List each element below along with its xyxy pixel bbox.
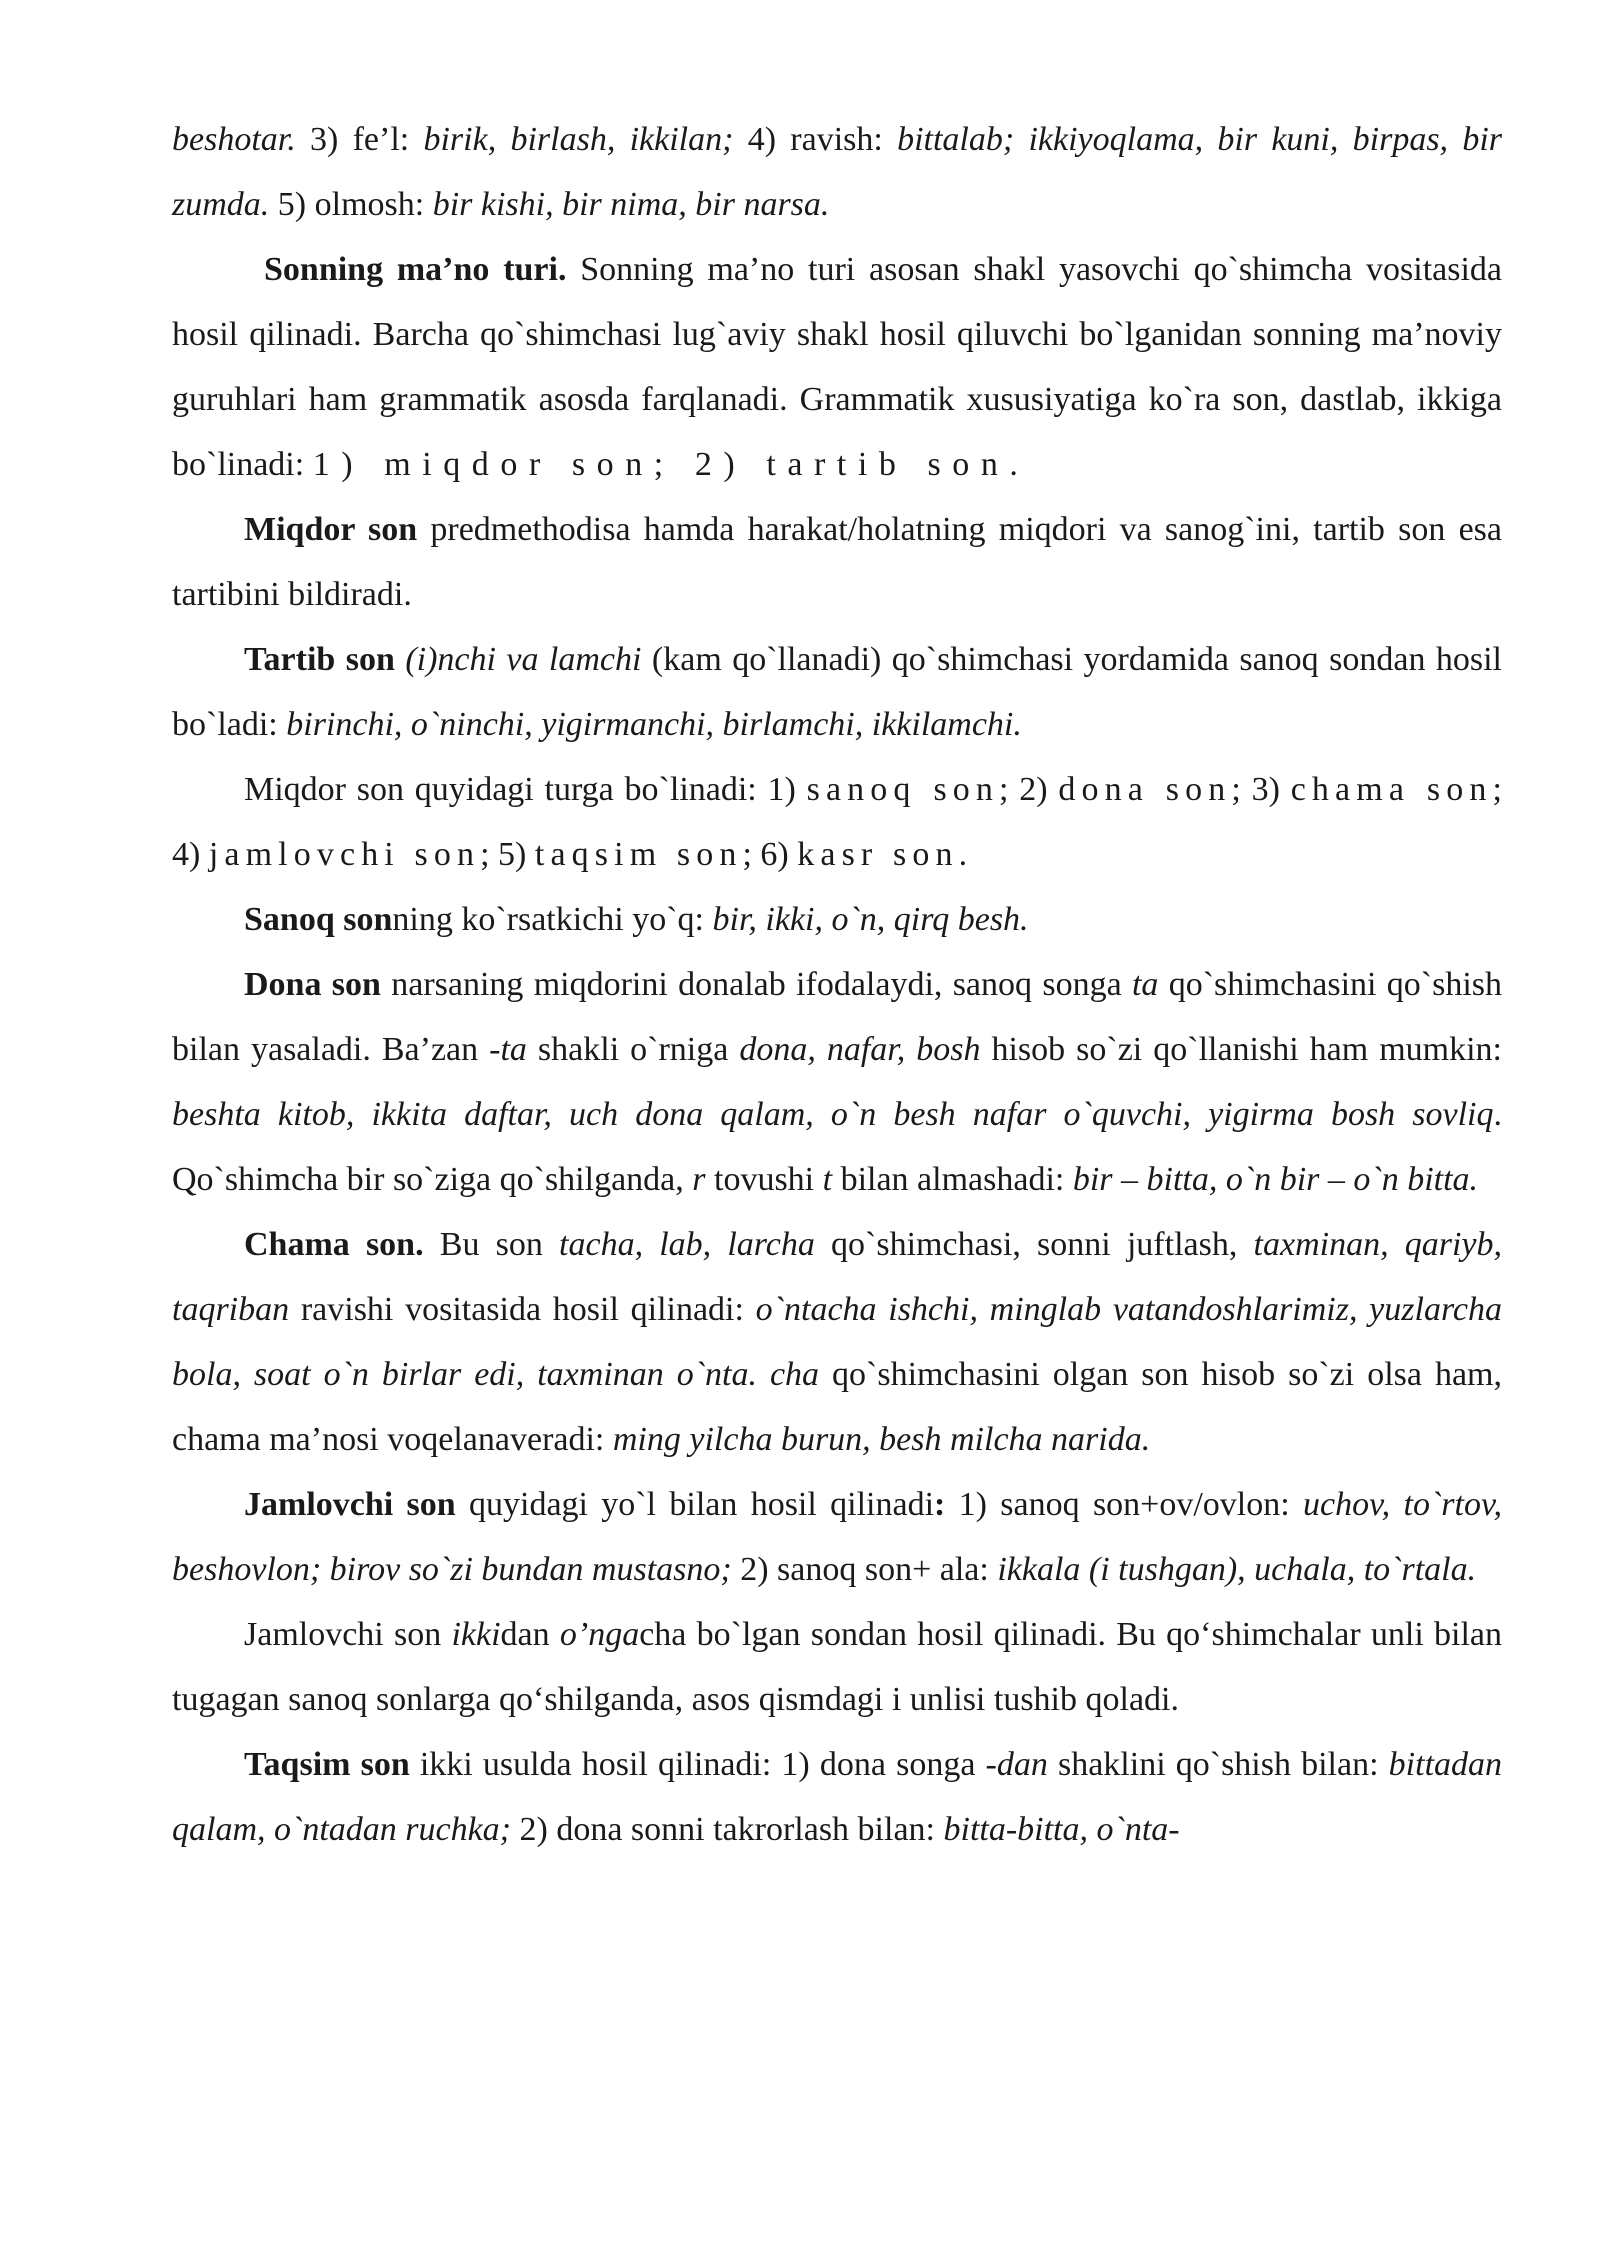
example-text: birinchi, o`ninchi, yigirmanchi, birlamchi, ikkilamchi. [286, 706, 1022, 743]
body-text: quyidagi yo`l bilan hosil qilinadi [455, 1486, 935, 1523]
example-text: bittalab; ikkiyoqlama, bir kuni, birpas, bir zumda. [172, 121, 1502, 223]
body-text: ikki usulda hosil qilinadi: 1) dona songa [409, 1746, 986, 1783]
example-text: ikki [451, 1616, 501, 1653]
paragraph-dona-son [172, 952, 1502, 1212]
body-text: qo`shimchasi, sonni juftlash, [814, 1226, 1254, 1263]
paragraph-word-classes [172, 107, 1502, 237]
body-text: ; 2) [999, 771, 1059, 808]
term-heading: Dona son [244, 966, 381, 1003]
term-heading: Tartib son [244, 641, 395, 678]
term-heading: Jamlovchi son [244, 1486, 456, 1523]
body-text: 1) sanoq son+ov/ovlon: [945, 1486, 1304, 1523]
example-text: t [822, 1161, 833, 1198]
paragraph-miqdor-types [172, 757, 1502, 887]
example-text: tacha, lab, larcha [559, 1226, 815, 1263]
body-text: Bu son [423, 1226, 560, 1263]
example-text: -ta [489, 1031, 527, 1068]
term-heading: Sanoq son [244, 901, 393, 938]
paragraph-jamlovchi-son [172, 1472, 1502, 1602]
example-text: bir, ikki, o`n, qirq besh. [712, 901, 1029, 938]
body-text: tovushi [705, 1161, 823, 1198]
term-heading: Miqdor son [244, 511, 418, 548]
example-text: o’nga [559, 1616, 640, 1653]
body-text: 4) ravish: [733, 121, 898, 158]
term-heading: Taqsim son [244, 1746, 410, 1783]
example-text: beshotar. [172, 121, 296, 158]
body-text: ravishi vositasida hosil qilinadi: [289, 1291, 756, 1328]
body-text: qo`shimchasini olgan son hisob so`zi olsa ham, chama ma’nosi voqelanaveradi: [172, 1356, 1502, 1458]
body-text: bilan almashadi: [832, 1161, 1073, 1198]
paragraph-taqsim-son [172, 1732, 1502, 1862]
body-text: Jamlovchi son [244, 1616, 452, 1653]
body-text: predmethodisa hamda harakat/holatning miqdori va sanog`ini, tartib son esa tartibini bildiradi. [172, 511, 1502, 613]
paragraph-meaning-type [172, 237, 1502, 497]
body-text [395, 641, 405, 678]
example-text: r [692, 1161, 706, 1198]
body-text: Miqdor son quyidagi turga bo`linadi: 1) [244, 771, 807, 808]
body-text: hisob so`zi qo`llanishi ham mumkin: [980, 1031, 1502, 1068]
body-text: 2) sanoq son+ ala: [731, 1551, 998, 1588]
body-text: 5) olmosh: [269, 186, 433, 223]
body-text: Sonning ma’no turi asosan shakl yasovchi qo`shimcha vositasida hosil qilinadi. Barcha qo`shimchasi lug`aviy shakl hosil qiluvchi bo`lganidan sonning ma’noviy guruhlari ham grammatik asosda farqlanadi. Grammatik xususiyatiga ko`ra son, dastlab, ikkiga bo`linadi: [172, 251, 1502, 483]
body-text: ning ko`rsatkichi yo`q: [392, 901, 713, 938]
term-heading: Chama son. [244, 1226, 424, 1263]
example-text: beshta kitob, ikkita daftar, uch dona qalam, o`n besh nafar o`quvchi, yigirma bosh sovliq [172, 1096, 1494, 1133]
example-text: uchov, to`rtov, beshovlon; birov so`zi bundan mustasno; [172, 1486, 1503, 1588]
body-text: shakli o`rniga [526, 1031, 740, 1068]
body-text: 2) dona sonni takrorlash bilan: [511, 1811, 944, 1848]
body-text: ; 6) [742, 836, 798, 873]
body-text: (kam qo`llanadi) qo`shimchasi yordamida sanoq sondan hosil bo`ladi: [172, 641, 1502, 743]
spaced-text: taqsim son [534, 836, 743, 873]
example-text: dona, nafar, bosh [739, 1031, 981, 1068]
body-text: dan [500, 1616, 560, 1653]
paragraph-chama-son [172, 1212, 1502, 1472]
spaced-text: 1) miqdor son; 2) tartib son. [312, 446, 1030, 483]
example-text: (i)nchi va lamchi [405, 641, 642, 678]
colon-mark: : [934, 1486, 946, 1523]
body-text: shaklini qo`shish bilan: [1047, 1746, 1389, 1783]
spaced-text: sanoq son [806, 771, 1000, 808]
spaced-text: dona son [1058, 771, 1232, 808]
paragraph-tartib-son [172, 627, 1502, 757]
example-text: ming yilcha burun, besh milcha narida. [612, 1421, 1151, 1458]
body-text: . Qo`shimcha bir so`ziga qo`shilganda, [172, 1096, 1502, 1198]
example-text: taxminan, qariyb, taqriban [172, 1226, 1503, 1328]
example-text: bittadan qalam, o`ntadan ruchka; [172, 1746, 1503, 1848]
body-text: narsaning miqdorini donalab ifodalaydi, sanoq songa [380, 966, 1132, 1003]
body-text: cha bo`lgan sondan hosil qilinadi. Bu qo‘shimchalar unli bilan tugagan sanoq sonlarga qo‘shilganda, asos qismdagi i unlisi tushib qoladi. [172, 1616, 1503, 1718]
body-text: ; 4) [172, 771, 1502, 873]
document-page [172, 107, 1502, 1862]
body-text: ; 5) [480, 836, 535, 873]
example-text: -dan [985, 1746, 1048, 1783]
example-text: bir kishi, bir nima, bir narsa. [432, 186, 830, 223]
paragraph-sanoq-son [172, 887, 1502, 952]
example-text: o`ntacha ishchi, minglab vatandoshlarimiz, yuzlarcha bola, soat o`n birlar edi, taxminan o`nta. cha [172, 1291, 1502, 1393]
paragraph-miqdor-son [172, 497, 1502, 627]
example-text: ta [1131, 966, 1159, 1003]
body-text: ; 3) [1231, 771, 1291, 808]
body-text: qo`shimchasini qo`shish bilan yasaladi. Ba’zan [172, 966, 1503, 1068]
spaced-text: kasr son. [797, 836, 974, 873]
example-text: ikkala (i tushgan), uchala, to`rtala. [997, 1551, 1477, 1588]
spaced-text: jamlovchi son [208, 836, 481, 873]
paragraph-jamlovchi-formation [172, 1602, 1502, 1732]
example-text: bitta-bitta, o`nta- [943, 1811, 1180, 1848]
body-text: 3) fe’l: [295, 121, 424, 158]
example-text: birik, birlash, ikkilan; [423, 121, 734, 158]
spaced-text: chama son [1290, 771, 1493, 808]
term-heading: Sonning ma’no turi. [264, 251, 567, 288]
example-text: bir – bitta, o`n bir – o`n bitta. [1072, 1161, 1479, 1198]
